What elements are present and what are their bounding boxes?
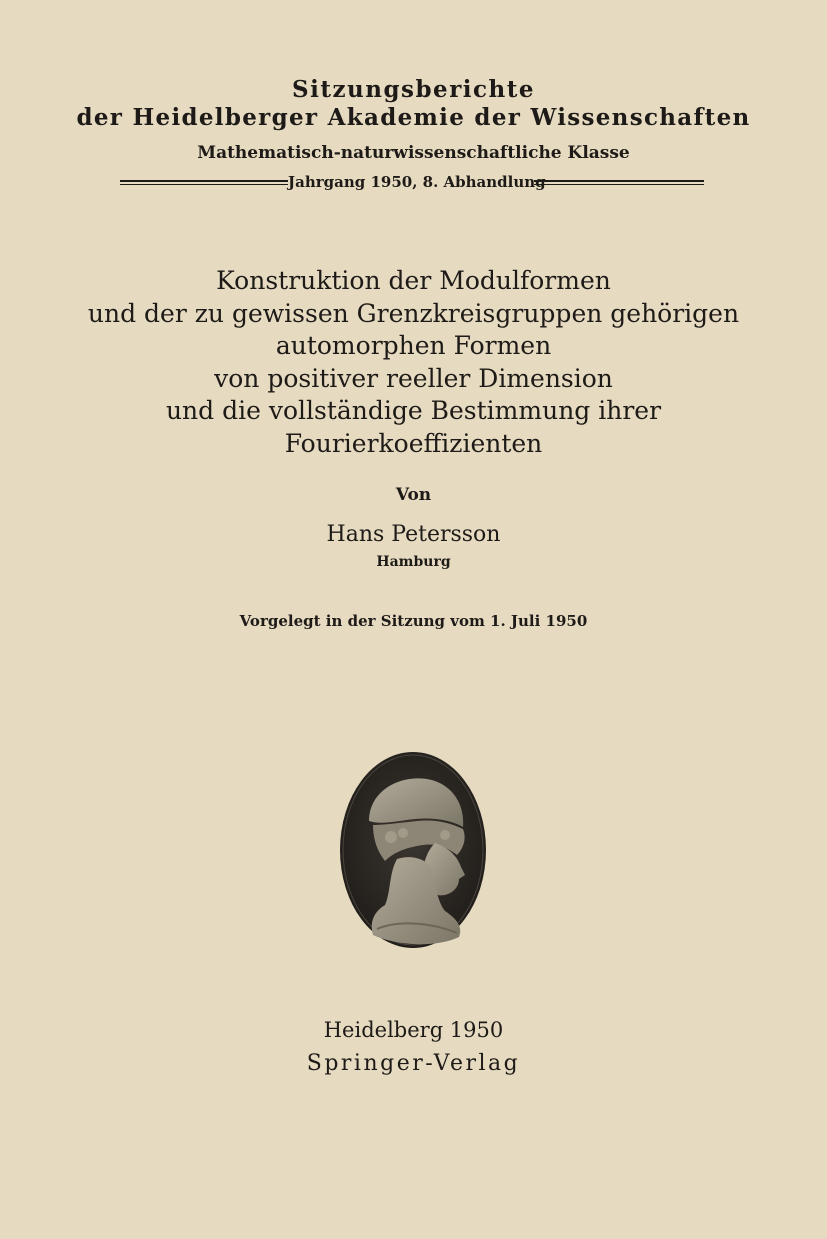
title-line: von positiver reeller Dimension (214, 363, 613, 393)
title-line: Fourierkoeffizienten (284, 428, 543, 458)
right-double-rule (534, 180, 704, 185)
work-title (0, 265, 827, 460)
title-line: und der zu gewissen Grenzkreisgruppen gehörigen (87, 298, 740, 328)
imprint-publisher: Springer-Verlag (306, 1051, 521, 1076)
jahrgang-rule-row (120, 173, 704, 195)
title-line: und die vollständige Bestimmung ihrer (165, 396, 662, 425)
presented-note: Vorgelegt in der Sitzung vom 1. Juli 1950 (239, 612, 588, 630)
series-academy: der Heidelberger Akademie der Wissenschaften (76, 104, 751, 131)
author-city: Hamburg (376, 554, 451, 570)
series-klasse: Mathematisch-naturwissenschaftliche Klasse (197, 143, 630, 163)
athena-head-medallion-icon (339, 751, 487, 949)
left-double-rule (120, 180, 288, 185)
imprint-place-year: Heidelberg 1950 (323, 1018, 504, 1042)
series-title: Sitzungsberichte (291, 76, 536, 103)
jahrgang-label: Jahrgang 1950, 8. Abhandlung (288, 173, 546, 191)
title-line: Konstruktion der Modulformen (216, 266, 611, 295)
author-name: Hans Petersson (326, 522, 501, 547)
byline-von: Von (395, 485, 432, 505)
title-line: automorphen Formen (275, 331, 552, 360)
